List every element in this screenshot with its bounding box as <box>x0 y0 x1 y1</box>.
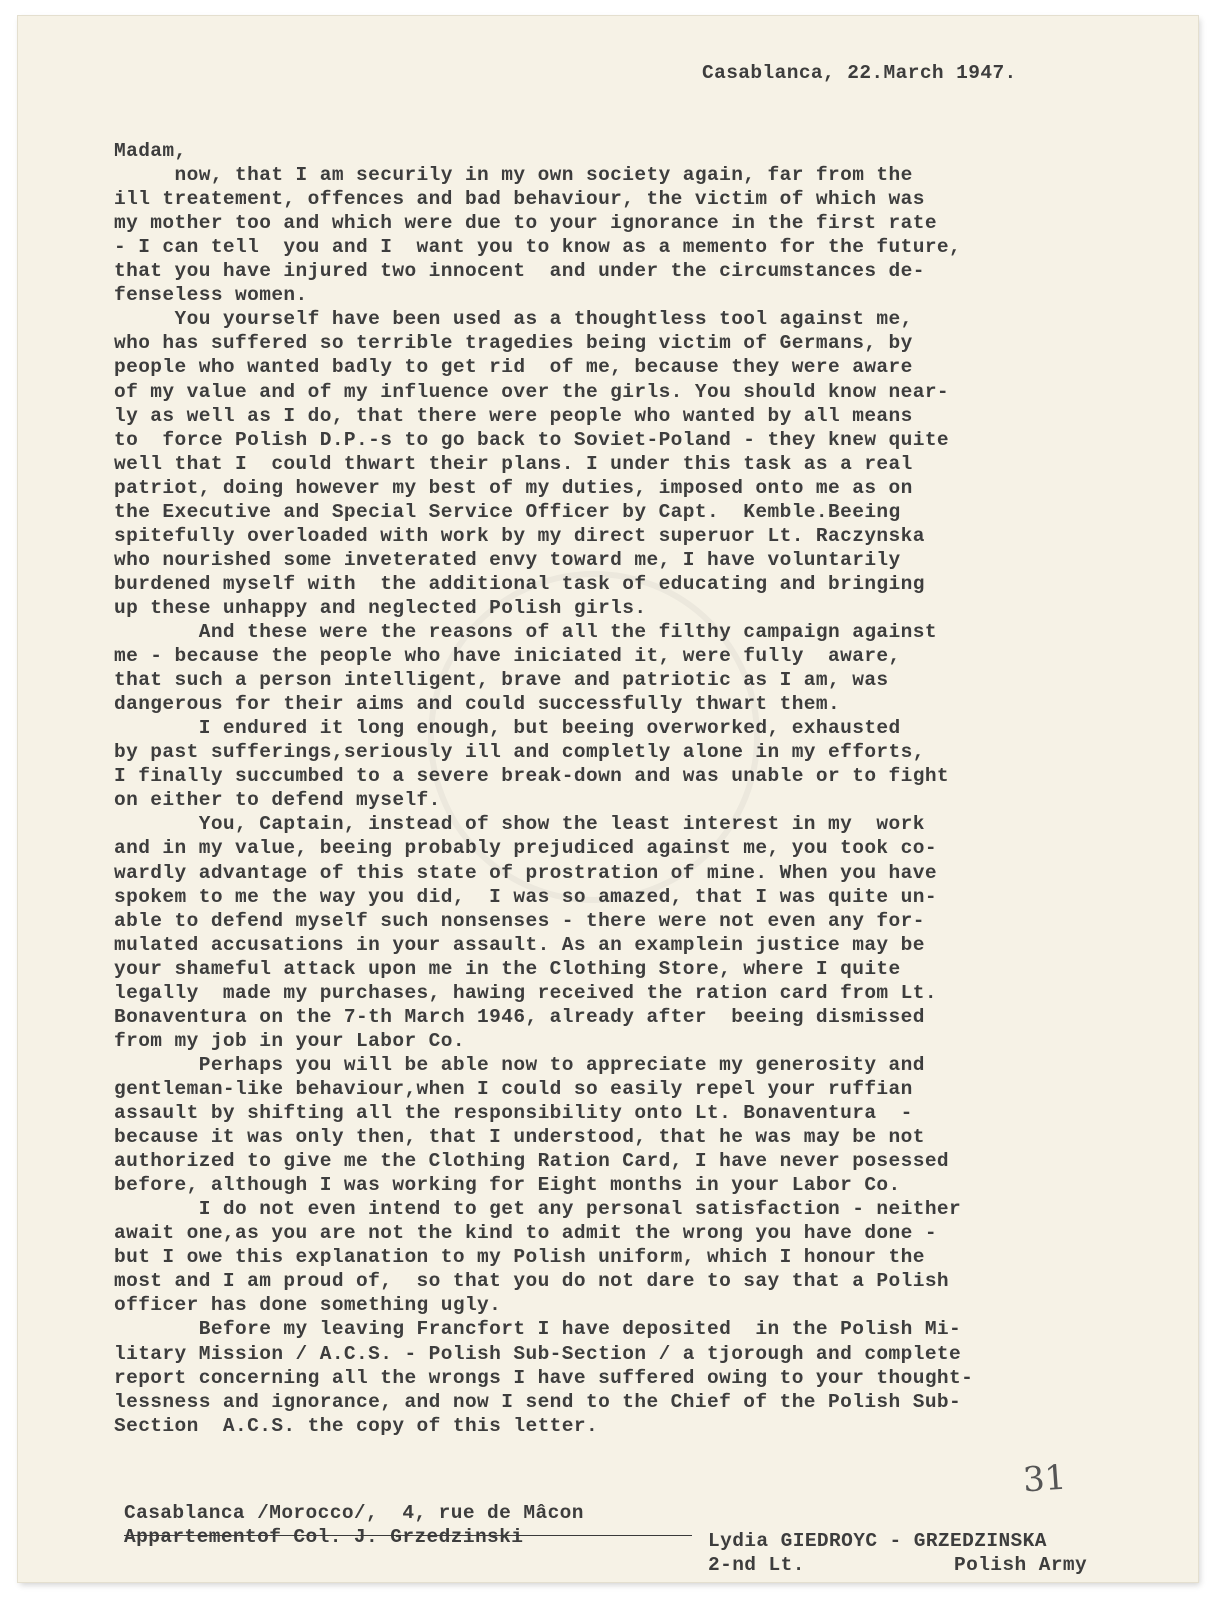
letter-body-line: spokem to me the way you did, I was so amazed, that I was quite un- <box>114 885 937 908</box>
letter-body-line: from my job in your Labor Co. <box>114 1029 465 1052</box>
letter-body-line: dangerous for their aims and could successfully thwart them. <box>114 693 841 716</box>
letter-body-line: lessness and ignorance, and now I send to the Chief of the Polish Sub- <box>114 1390 962 1413</box>
letter-body-line: who nourished some inveterated envy toward me, I have voluntarily <box>114 548 901 571</box>
letter-body-line: me - because the people who have iniciated it, were fully aware, <box>114 645 901 668</box>
letter-body-line: that you have injured two innocent and under the circumstances de- <box>114 260 925 283</box>
letter-body-line: authorized to give me the Clothing Ration Card, I have never posessed <box>114 1150 950 1173</box>
letter-body-line: now, that I am securily in my own society again, far from the <box>114 164 913 187</box>
letter-body-line: fenseless women. <box>114 284 308 307</box>
signature-name: Lydia GIEDROYC - GRZEDZINSKA <box>708 1530 1047 1552</box>
letter-body-line: of my value and of my influence over the girls. You should know near- <box>114 380 950 403</box>
letter-date: Casablanca, 22.March 1947. <box>702 62 1017 84</box>
letter-body-line: to force Polish D.P.-s to go back to Soviet-Poland - they knew quite <box>114 428 950 451</box>
letter-body-line: by past sufferings,seriously ill and completly alone in my efforts, <box>114 741 925 764</box>
letter-body-line: spitefully overloaded with work by my direct superuor Lt. Raczynska <box>114 524 925 547</box>
address-underline <box>124 1535 692 1536</box>
letter-body-line: people who wanted badly to get rid of me, because they were aware <box>114 356 913 379</box>
letter-body-line: I endured it long enough, but beeing overworked, exhausted <box>114 717 901 740</box>
letter-body-line: patriot, doing however my best of my duties, imposed onto me as on <box>114 476 913 499</box>
letter-body-line: your shameful attack upon me in the Clothing Store, where I quite <box>114 957 901 980</box>
letter-body-line: assault by shifting all the responsibility onto Lt. Bonaventura - <box>114 1102 913 1124</box>
letter-body-line: on either to defend myself. <box>114 789 441 812</box>
letter-body-line: most and I am proud of, so that you do not dare to say that a Polish <box>114 1270 950 1293</box>
letter-body-line: who has suffered so terrible tragedies being victim of Germans, by <box>114 332 913 355</box>
letter-body-line: Madam, <box>114 140 187 162</box>
letter-body-line: await one,as you are not the kind to admit the wrong you have done - <box>114 1222 937 1245</box>
letter-body-line: because it was only then, that I understood, that he was may be not <box>114 1126 925 1149</box>
letter-body-line: ill treatement, offences and bad behaviour, the victim of which was <box>114 188 925 211</box>
letter-body-line: well that I could thwart their plans. I under this task as a real <box>114 452 913 475</box>
letter-body-line: mulated accusations in your assault. As an examplein justice may be <box>114 933 925 956</box>
letter-body-line: legally made my purchases, hawing received the ration card from Lt. <box>114 981 937 1004</box>
letter-body-line: report concerning all the wrongs I have suffered owing to your thought- <box>114 1366 974 1389</box>
letter-body-line: that such a person intelligent, brave and patriotic as I am, was <box>114 669 889 692</box>
letter-body-line: - I can tell you and I want you to know as a memento for the future, <box>114 236 962 259</box>
letter-body-line: wardly advantage of this state of prostration of mine. When you have <box>114 861 937 884</box>
letter-body-line: before, although I was working for Eight months in your Labor Co. <box>114 1174 901 1197</box>
letter-body-line: Perhaps you will be able now to appreciate my generosity and <box>114 1053 925 1076</box>
letter-body-line: the Executive and Special Service Officer by Capt. Kemble.Beeing <box>114 500 901 523</box>
signature-rank: 2-nd Lt. <box>708 1554 805 1576</box>
handwritten-page-number: 31 <box>1021 1457 1068 1501</box>
letter-body-line: Before my leaving Francfort I have deposited in the Polish Mi- <box>114 1318 962 1341</box>
letter-body-line: I finally succumbed to a severe break-down and was unable or to fight <box>114 765 950 788</box>
signature-unit: Polish Army <box>954 1554 1088 1576</box>
sender-address-line1: Casablanca /Morocco/, 4, rue de Mâcon <box>124 1502 584 1524</box>
letter-body-line: ly as well as I do, that there were people who wanted by all means <box>114 404 913 427</box>
letter-body-line: I do not even intend to get any personal satisfaction - neither <box>114 1198 962 1221</box>
letter-body-line: And these were the reasons of all the filthy campaign against <box>114 621 937 643</box>
sender-address-line2: Appartementof Col. J. Grzedzinski <box>124 1526 524 1548</box>
letter-body-line: able to defend myself such nonsenses - there were not even any for- <box>114 909 925 932</box>
letter-body-line: and in my value, beeing probably prejudiced against me, you took co- <box>114 837 937 860</box>
letter-body-line: gentleman-like behaviour,when I could so easily repel your ruffian <box>114 1077 913 1100</box>
letter-body-line: Bonaventura on the 7-th March 1946, already after beeing dismissed <box>114 1005 925 1028</box>
letter-body-line: litary Mission / A.C.S. - Polish Sub-Section / a tjorough and complete <box>114 1342 962 1365</box>
letter-body-line: You, Captain, instead of show the least interest in my work <box>114 813 925 836</box>
letter-body-line: Section A.C.S. the copy of this letter. <box>114 1414 599 1437</box>
letter-body-line: but I owe this explanation to my Polish uniform, which I honour the <box>114 1246 925 1269</box>
letter-body-line: You yourself have been used as a thoughtless tool against me, <box>114 308 913 331</box>
letter-body-line: my mother too and which were due to your ignorance in the first rate <box>114 212 937 235</box>
letter-sheet <box>18 16 1198 1582</box>
letter-body-line: burdened myself with the additional task of educating and bringing <box>114 572 925 595</box>
letter-body-line: officer has done something ugly. <box>114 1294 502 1317</box>
letter-body-line: up these unhappy and neglected Polish girls. <box>114 596 647 619</box>
